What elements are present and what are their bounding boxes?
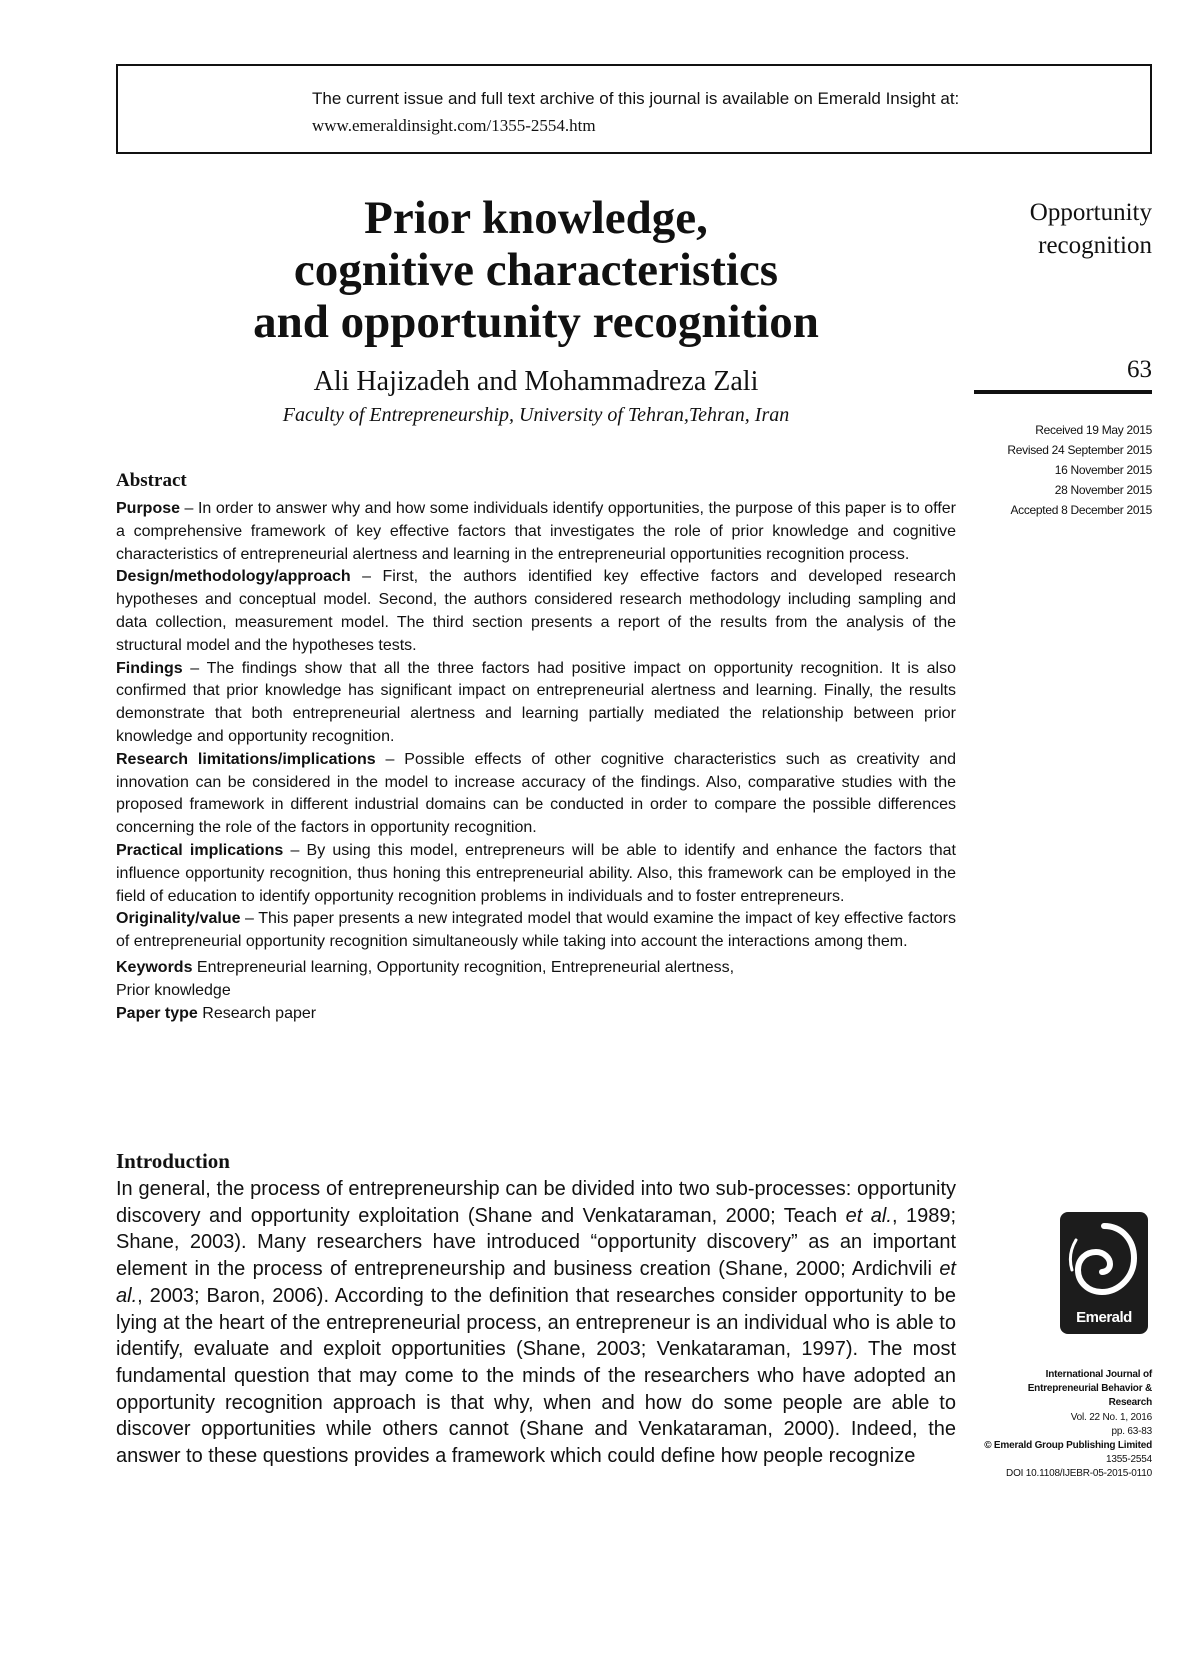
practical-text: – By using this model, entrepreneurs will be able to identify and enhance the factors that influence opportunity recognition, thus honing this entrepreneurial ability. Also, this framework can be employed in the field of education to identify opportunity recognition problems in individuals and to foster entrepreneurs.	[116, 841, 956, 905]
paper-title	[116, 192, 956, 348]
limitations-text: – Possible effects of other cognitive characteristics such as creativity and innovation can be considered in the model to increase accuracy of the findings. Also, comparative studies with the proposed framework in different industrial domains can be conducted in order to compare the possible differences concerning the role of the factors in opportunity recognition.	[116, 750, 957, 837]
date-revised: Revised 24 September 2015	[1007, 443, 1152, 457]
author-affiliation: Faculty of Entrepreneurship, University of Tehran,Tehran, Iran	[282, 404, 790, 426]
abstract-design	[116, 566, 956, 657]
journal-copyright: © Emerald Group Publishing Limited	[984, 1440, 1152, 1452]
abstract-findings	[116, 658, 956, 749]
paper-type-label: Paper type	[116, 1004, 198, 1022]
running-head	[960, 196, 1152, 262]
design-text: – First, the authors identified key effective factors and developed research hypotheses and conceptual model. Second, the authors considered research methodology including sampling and data collection, measurement model. The third section presents a report of the results from the analysis of the structural model and the hypotheses tests.	[116, 568, 956, 654]
intro-et-al: et al.	[116, 1258, 956, 1307]
abstract-purpose	[116, 498, 956, 566]
journal-issn: 1355-2554	[1105, 1454, 1152, 1466]
keywords-text: Entrepreneurial learning, Opportunity recognition, Entrepreneurial alertness,	[192, 958, 735, 976]
page-number-rule	[974, 390, 1152, 394]
introduction-heading: Introduction	[116, 1149, 230, 1173]
abstract-paper-type	[116, 1003, 956, 1026]
abstract-keywords	[116, 957, 956, 1003]
emerald-logo-wordmark: Emerald	[1076, 1309, 1132, 1326]
keywords-text-cont: Prior knowledge	[116, 981, 231, 999]
date-revised: 28 November 2015	[1054, 483, 1152, 497]
intro-et-al: et al.	[845, 1204, 892, 1227]
originality-text: – This paper presents a new integrated model that would examine the impact of key effective factors of entrepreneurial opportunity recognition simultaneously while taking into account the interactions among them.	[116, 910, 956, 951]
journal-citation-info	[960, 1368, 1152, 1482]
limitations-label: Research limitations/implications	[116, 750, 376, 768]
abstract-practical	[116, 840, 956, 908]
page-number: 63	[1127, 356, 1152, 383]
journal-url[interactable]: www.emeraldinsight.com/1355-2554.htm	[312, 116, 596, 135]
notice-text: The current issue and full text archive of this journal is available on Emerald Insight at:	[312, 89, 960, 108]
running-head-line: Opportunity	[1029, 199, 1152, 226]
paper-type-text: Research paper	[197, 1004, 317, 1022]
date-revised: 16 November 2015	[1054, 463, 1152, 477]
journal-availability-notice	[116, 64, 1152, 154]
abstract-section	[116, 468, 956, 1025]
journal-doi: DOI 10.1108/IJEBR-05-2015-0110	[1006, 1468, 1152, 1480]
date-received: Received 19 May 2015	[1035, 423, 1152, 437]
journal-name: International Journal of	[1045, 1369, 1152, 1380]
title-line: and opportunity recognition	[253, 296, 819, 348]
purpose-label: Purpose	[116, 500, 181, 517]
running-head-line: recognition	[1038, 232, 1152, 259]
paper-authors: Ali Hajizadeh and Mohammadreza Zali	[313, 366, 759, 397]
findings-text: – The findings show that all the three factors had positive impact on opportunity recognition. It is also confirmed that prior knowledge has significant impact on entrepreneurial alertness and learning. Finally, the results demonstrate that both entrepreneurial alertness and learning partially mediated the relationship between prior knowledge and opportunity recognition.	[116, 659, 956, 745]
keywords-label: Keywords	[116, 958, 193, 976]
abstract-limitations	[116, 749, 956, 840]
journal-pages: pp. 63-83	[1111, 1425, 1152, 1437]
findings-label: Findings	[116, 659, 183, 677]
abstract-originality	[116, 908, 956, 954]
purpose-text: – In order to answer why and how some individuals identify opportunities, the purpose of this paper is to offer a comprehensive framework of key effective factors that investigates the role of prior knowledge and cognitive characteristics of entrepreneurial alertness and learning in the entrepreneurial opportunities recognition process.	[116, 500, 956, 563]
submission-dates	[940, 420, 1152, 520]
abstract-heading: Abstract	[116, 470, 187, 491]
intro-text: , 1989; Shane, 2003). Many researchers have introduced “opportunity discovery” as an important element in the process of entrepreneurship and business creation (Shane, 2000; Ardichvili	[116, 1204, 957, 1281]
intro-text: In general, the process of entrepreneurship can be divided into two sub-processes: opportunity discovery and opportunity exploitation (Shane and Venkataraman, 2000; Teach	[116, 1178, 956, 1227]
journal-name: Entrepreneurial Behavior &	[1027, 1383, 1152, 1395]
practical-label: Practical implications	[116, 841, 284, 859]
journal-name: Research	[1108, 1397, 1152, 1409]
emerald-logo	[1060, 1212, 1148, 1334]
design-label: Design/methodology/approach	[116, 568, 351, 586]
journal-volume: Vol. 22 No. 1, 2016	[1070, 1411, 1152, 1423]
originality-label: Originality/value	[116, 910, 241, 928]
title-line: Prior knowledge,	[364, 192, 708, 244]
intro-text: , 2003; Baron, 2006). According to the definition that researches consider opportunity to be lying at the heart of the entrepreneurial process, an entrepreneur is an individual who is able to identify, evaluate and exploit opportunities (Shane, 2003; Venkataraman, 1997). The most fundamental question that may come to the minds of the researchers who have adopted an opportunity recognition approach is that why, when and how do some people are able to discover opportunities while others cannot (Shane and Venkataraman, 2000). Indeed, the answer to these questions provides a framework which could define how people recognize	[116, 1284, 956, 1468]
date-accepted: Accepted 8 December 2015	[1010, 503, 1152, 517]
introduction-paragraph	[116, 1176, 956, 1470]
introduction-section	[116, 1148, 956, 1470]
title-line: cognitive characteristics	[293, 244, 779, 296]
